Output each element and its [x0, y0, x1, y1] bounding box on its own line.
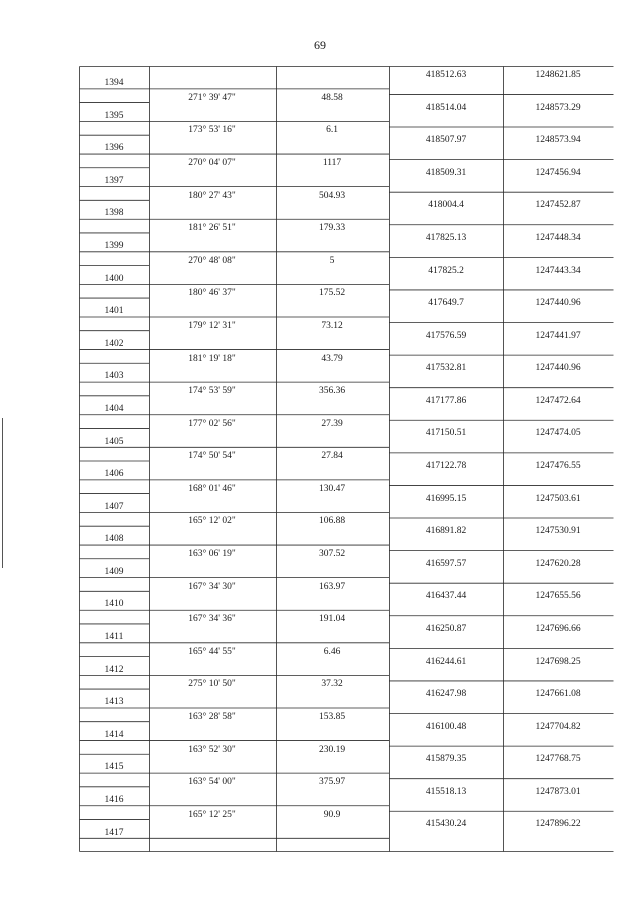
table-grid — [79, 66, 614, 852]
coordinate-x: 416100.48 — [425, 721, 467, 732]
point-number: 1404 — [104, 403, 124, 414]
bearing: 167° 34' 36" — [188, 614, 236, 625]
point-number: 1399 — [104, 241, 124, 252]
distance: 43.79 — [321, 353, 343, 364]
page-number: 69 — [314, 38, 326, 52]
bearing: 165° 12' 02" — [188, 516, 236, 527]
coordinate-x: 416244.61 — [425, 656, 467, 667]
coordinate-x: 416597.57 — [425, 558, 467, 569]
bearing: 167° 34' 30" — [188, 581, 236, 592]
distance: 230.19 — [318, 744, 346, 755]
bearing: 174° 53' 59" — [188, 386, 236, 397]
distance: 153.85 — [318, 711, 346, 722]
distance: 179.33 — [318, 223, 346, 234]
coordinate-x: 416250.87 — [425, 623, 467, 634]
distance: 175.52 — [318, 288, 346, 299]
coordinate-x: 418514.04 — [425, 102, 467, 113]
distance: 6.46 — [323, 646, 341, 657]
point-number: 1397 — [104, 175, 124, 186]
distance: 27.39 — [321, 418, 343, 429]
coordinate-y: 1247440.96 — [535, 298, 581, 309]
coordinate-y: 1247448.34 — [535, 232, 581, 243]
distance: 163.97 — [318, 581, 346, 592]
bearing: 163° 28' 58" — [188, 711, 236, 722]
point-number: 1413 — [104, 697, 124, 708]
bearing: 179° 12' 31" — [188, 320, 236, 331]
coordinate-y: 1247476.55 — [535, 461, 581, 471]
coordinate-y: 1247620.28 — [535, 558, 581, 569]
point-number: 1407 — [104, 501, 124, 512]
coordinate-x: 415879.35 — [425, 754, 467, 765]
coordinates-table — [79, 66, 614, 852]
coordinate-y: 1247698.25 — [535, 656, 581, 667]
coordinate-x: 416437.44 — [425, 591, 467, 602]
point-number: 1402 — [104, 338, 124, 349]
bearing: 275° 10' 50" — [188, 679, 236, 690]
distance: 375.97 — [318, 777, 346, 788]
coordinate-x: 417649.7 — [428, 298, 464, 309]
coordinate-x: 416891.82 — [425, 526, 467, 537]
coordinate-y: 1247661.08 — [535, 689, 581, 700]
bearing: 163° 52' 30" — [188, 744, 236, 755]
distance: 130.47 — [318, 483, 346, 494]
coordinate-x: 418507.97 — [425, 135, 467, 146]
point-number: 1406 — [104, 469, 124, 480]
coordinate-x: 418509.31 — [425, 167, 467, 178]
distance: 191.04 — [318, 614, 346, 625]
coordinate-x: 417825.13 — [425, 232, 467, 243]
coordinate-x: 417150.51 — [425, 428, 467, 439]
distance: 5 — [329, 255, 335, 266]
coordinate-x: 417177.86 — [425, 395, 467, 406]
coordinate-y: 1247456.94 — [535, 167, 581, 178]
point-number: 1411 — [104, 632, 124, 643]
point-number: 1395 — [104, 110, 124, 121]
point-number: 1414 — [104, 729, 124, 740]
distance: 356.36 — [318, 386, 346, 397]
bearing: 173° 53' 16" — [188, 125, 236, 136]
coordinate-y: 1247440.96 — [535, 363, 581, 374]
coordinate-x: 417576.59 — [425, 330, 467, 341]
point-number: 1398 — [104, 208, 124, 219]
coordinate-y: 1247472.64 — [535, 395, 581, 406]
distance: 48.58 — [321, 92, 343, 103]
point-number: 1415 — [104, 762, 124, 773]
coordinate-x: 417825.2 — [428, 265, 464, 276]
point-number: 1408 — [104, 534, 124, 545]
distance: 106.88 — [318, 516, 346, 527]
point-number: 1409 — [104, 566, 124, 577]
distance: 307.52 — [318, 549, 346, 560]
bearing: 180° 46' 37" — [188, 288, 236, 299]
point-number: 1405 — [104, 436, 124, 447]
distance: 27.84 — [321, 451, 343, 462]
point-number: 1417 — [104, 827, 124, 838]
coordinate-y: 1247768.75 — [535, 754, 581, 765]
bearing: 270° 48' 08" — [188, 255, 236, 266]
coordinate-y: 1247655.56 — [535, 591, 581, 602]
scan-edge-mark — [2, 418, 3, 568]
distance: 37.32 — [321, 679, 343, 690]
coordinate-x: 416995.15 — [425, 493, 467, 504]
distance: 1117 — [322, 158, 342, 169]
bearing: 165° 12' 25" — [188, 809, 236, 820]
point-number: 1416 — [104, 794, 124, 805]
bearing: 163° 54' 00" — [188, 777, 236, 788]
bearing: 271° 39' 47" — [188, 92, 236, 103]
point-number: 1412 — [104, 664, 124, 675]
point-number: 1410 — [104, 599, 124, 610]
coordinate-y: 1247443.34 — [535, 265, 581, 276]
point-number: 1394 — [104, 78, 124, 89]
coordinate-y: 1248573.29 — [535, 102, 581, 113]
bearing: 163° 06' 19" — [188, 549, 236, 560]
coordinate-y: 1247452.87 — [535, 200, 581, 211]
bearing: 181° 19' 18" — [188, 353, 236, 364]
coordinate-x: 416247.98 — [425, 689, 467, 700]
coordinate-y: 1248621.85 — [535, 70, 581, 80]
bearing: 174° 50' 54" — [188, 451, 236, 462]
coordinate-y: 1247530.91 — [535, 526, 581, 537]
coordinate-y: 1248573.94 — [535, 135, 581, 146]
coordinate-x: 417532.81 — [425, 363, 467, 374]
point-number: 1400 — [104, 273, 124, 284]
coordinate-y: 1247873.01 — [535, 786, 581, 797]
bearing: 180° 27' 43" — [188, 190, 236, 201]
coordinate-y: 1247474.05 — [535, 428, 581, 439]
point-number: 1403 — [104, 371, 124, 382]
distance: 6.1 — [326, 125, 338, 136]
coordinate-y: 1247441.97 — [535, 330, 581, 341]
coordinate-x: 418512.63 — [425, 70, 467, 80]
bearing: 270° 04' 07" — [188, 158, 236, 169]
coordinate-x: 415430.24 — [425, 819, 467, 830]
coordinate-y: 1247696.66 — [535, 623, 581, 634]
coordinate-x: 417122.78 — [425, 461, 467, 471]
distance: 90.9 — [323, 809, 341, 820]
coordinate-x: 418004.4 — [428, 200, 464, 211]
bearing: 177° 02' 56" — [188, 418, 236, 429]
distance: 504.93 — [318, 190, 346, 201]
coordinate-y: 1247704.82 — [535, 721, 581, 732]
coordinate-y: 1247503.61 — [535, 493, 581, 504]
distance: 73.12 — [321, 320, 343, 331]
bearing: 181° 26' 51" — [188, 223, 236, 234]
point-number: 1401 — [104, 306, 124, 317]
bearing: 168° 01' 46" — [188, 483, 236, 494]
point-number: 1396 — [104, 143, 124, 154]
coordinate-x: 415518.13 — [425, 786, 467, 797]
coordinate-y: 1247896.22 — [535, 819, 581, 830]
bearing: 165° 44' 55" — [188, 646, 236, 657]
